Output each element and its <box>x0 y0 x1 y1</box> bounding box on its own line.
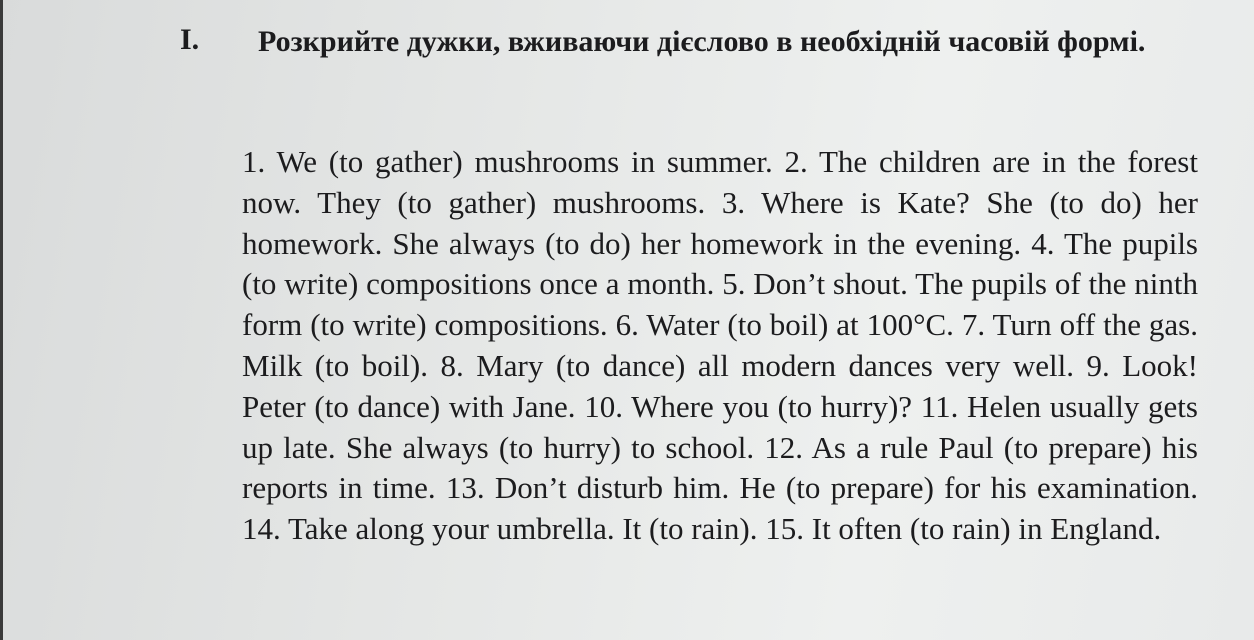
task-instruction: Розкрийте дужки, вживаючи дієслово в необхідній часовій формі. <box>258 25 1146 58</box>
exercise-text: 1. We (to gather) mushrooms in summer. 2. The children are in the forest now. They (to gather) mushrooms. 3. Where is Kate? She (to do) her homework. She always (to do) her homework in the evening. 4. The pupils (to write) compositions once a month. 5. Don’t shout. The pupils of the ninth form (to write) compositions. 6. Water (to boil) at 100°C. 7. Turn off the gas. Milk (to boil). 8. Mary (to dance) all modern dances very well. 9. Look! Peter (to dance) with Jane. 10. Where you (to hurry)? 11. Helen usually gets up late. She always (to hurry) to school. 12. As a rule Paul (to prepare) his reports in time. 13. Don’t disturb him. He (to prepare) for his examination. 14. Take along your umbrella. It (to rain). 15. It often (to rain) in England. <box>242 144 1198 547</box>
task-number: I. <box>180 23 200 56</box>
page-edge <box>0 0 3 640</box>
